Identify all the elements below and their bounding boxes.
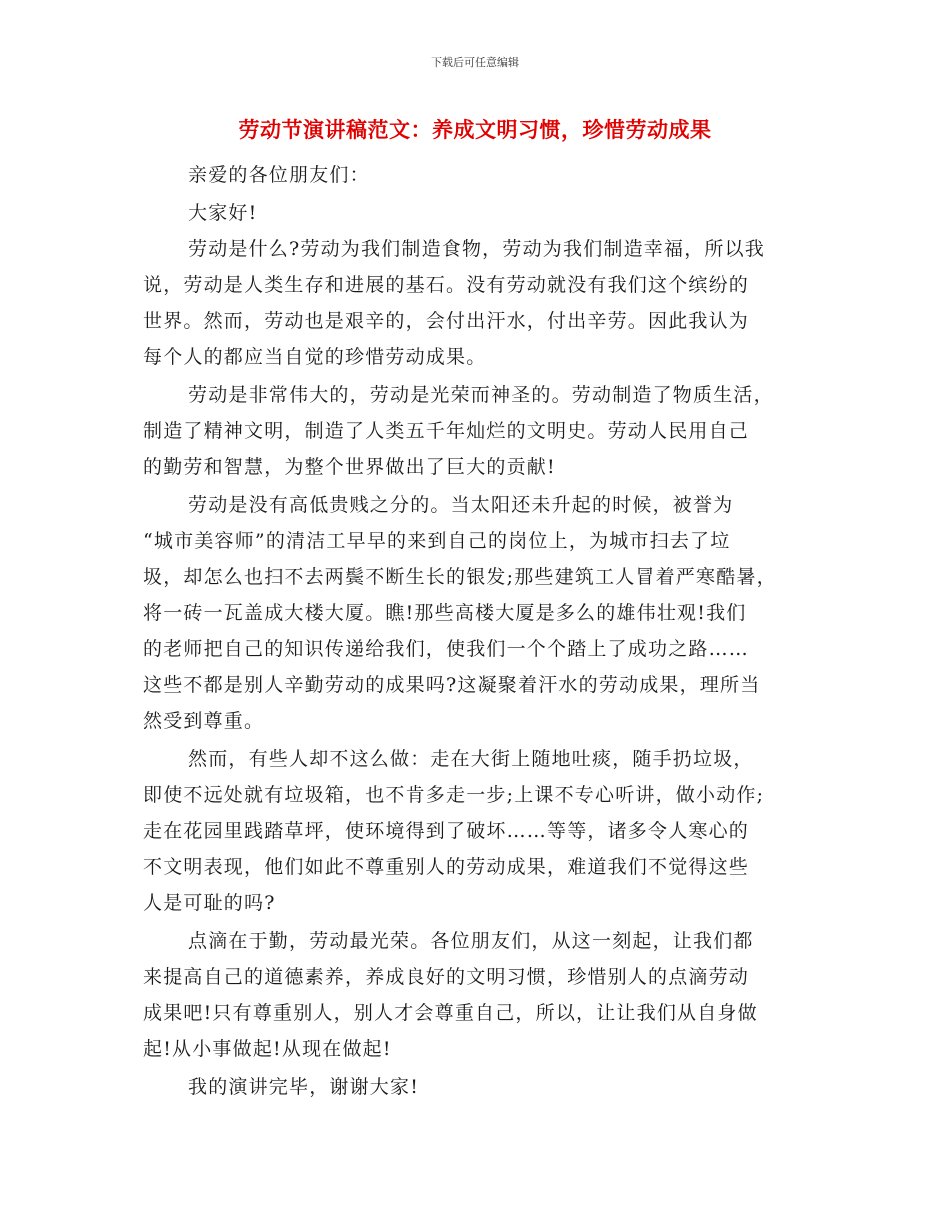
text-line: 世界。然而，劳动也是艰辛的，会付出汗水，付出辛劳。因此我认为 (143, 310, 750, 332)
text-line: 来提高自己的道德素养，养成良好的文明习惯，珍惜别人的点滴劳动 (143, 966, 750, 988)
text-line: 不文明表现，他们如此不尊重别人的劳动成果，难道我们不觉得这些 (143, 856, 750, 878)
text-line: 劳动是非常伟大的，劳动是光荣而神圣的。劳动制造了物质生活， (188, 384, 774, 406)
text-line: 点滴在于勤，劳动最光荣。各位朋友们，从这一刻起，让我们都 (188, 930, 754, 952)
text-line: 的勤劳和智慧，为整个世界做出了巨大的贡献! (143, 456, 556, 478)
text-line: 劳动是没有高低贵贱之分的。当太阳还未升起的时候，被誉为 (188, 494, 734, 516)
text-line: 圾，却怎么也扫不去两鬓不断生长的银发;那些建筑工人冒着严寒酷暑， (143, 566, 777, 588)
text-line: 即使不远处就有垃圾箱，也不肯多走一步;上课不专心听讲，做小动作; (143, 784, 765, 806)
text-line: 人是可耻的吗? (143, 892, 276, 914)
text-line: 我的演讲完毕，谢谢大家! (188, 1076, 420, 1098)
header-note: 下载后可任意编辑 (431, 56, 519, 69)
text-line: 这些不都是别人辛勤劳动的成果吗?这凝聚着汗水的劳动成果，理所当 (143, 674, 761, 696)
text-line: 说，劳动是人类生存和进展的基石。没有劳动就没有我们这个缤纷的 (143, 274, 750, 296)
text-line: 亲爱的各位朋友们： (188, 164, 370, 186)
text-line: 然受到尊重。 (143, 710, 265, 732)
text-line: 制造了精神文明，制造了人类五千年灿烂的文明史。劳动人民用自己 (143, 420, 750, 442)
text-line: “城市美容师”的清洁工早早的来到自己的岗位上，为城市扫去了垃 (143, 530, 731, 552)
text-line: 然而，有些人却不这么做：走在大街上随地吐痰，随手扔垃圾， (188, 748, 754, 770)
text-line: 走在花园里践踏草坪，使环境得到了破坏……等等，诸多令人寒心的 (143, 820, 750, 842)
text-line: 将一砖一瓦盖成大楼大厦。瞧!那些高楼大厦是多么的雄伟壮观!我们 (143, 602, 747, 624)
document-title: 劳动节演讲稿范文：养成文明习惯，珍惜劳动成果 (238, 117, 712, 142)
text-line: 成果吧!只有尊重别人，别人才会尊重自己，所以，让让我们从自身做 (143, 1002, 758, 1024)
text-line: 的老师把自己的知识传递给我们，使我们一个个踏上了成功之路…… (143, 638, 750, 660)
text-line: 大家好! (188, 202, 258, 224)
text-line: 每个人的都应当自觉的珍惜劳动成果。 (143, 346, 487, 368)
text-line: 起!从小事做起!从现在做起! (143, 1038, 392, 1060)
text-line: 劳动是什么?劳动为我们制造食物，劳动为我们制造幸福，所以我 (188, 238, 765, 260)
